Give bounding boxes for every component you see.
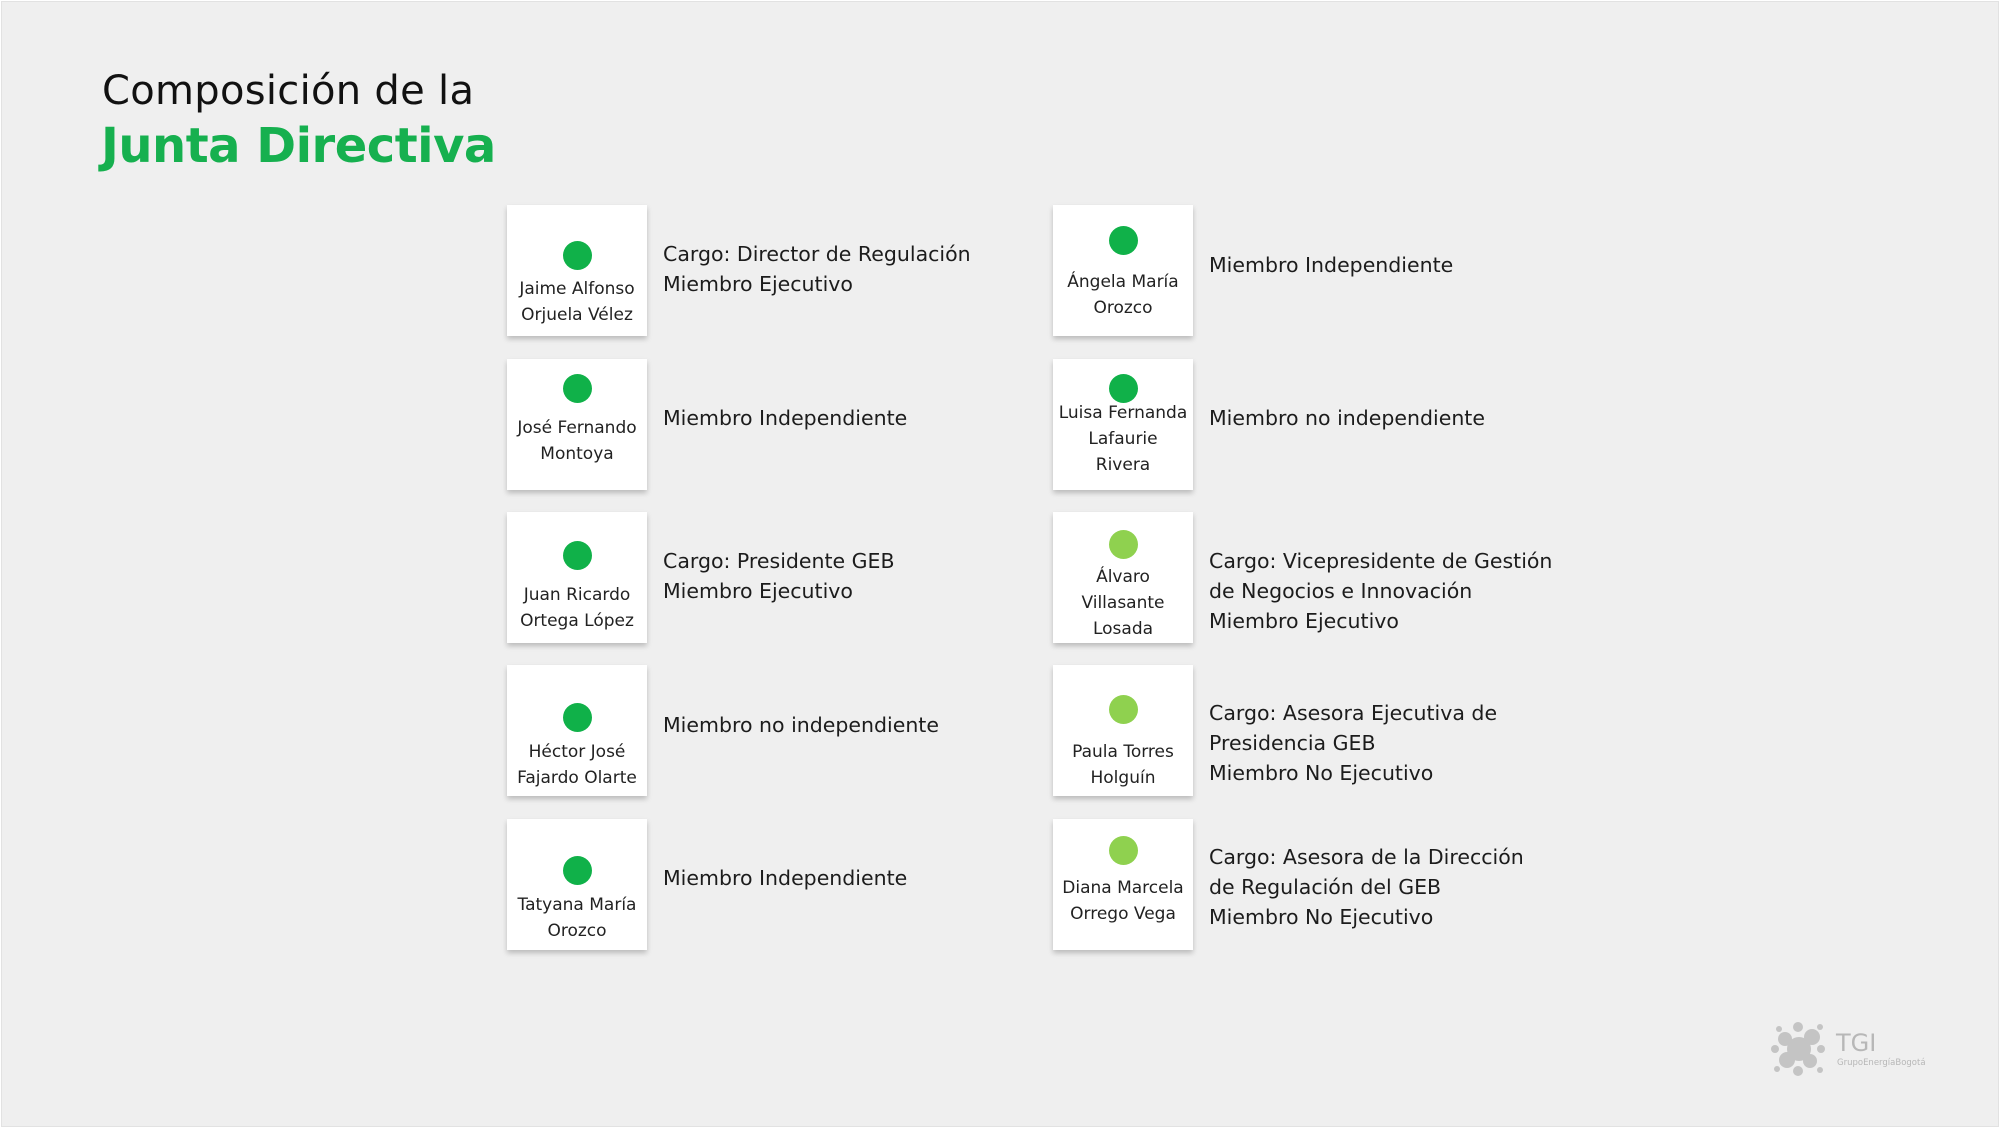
member-description-line: Miembro Independiente <box>1209 253 1454 277</box>
member-name-line: Rivera <box>1095 455 1151 475</box>
member-name-line: Jaime Alfonso <box>519 279 635 299</box>
status-dot <box>563 541 592 570</box>
status-dot <box>1109 836 1138 865</box>
member-name-line: Ángela María <box>1067 272 1179 292</box>
member-description-line: Cargo: Presidente GEB <box>663 549 895 573</box>
member-name-line: Orozco <box>1093 298 1153 318</box>
member-description-line: Miembro Independiente <box>663 406 908 430</box>
member-card <box>1053 205 1193 336</box>
status-dot <box>563 374 592 403</box>
member-name-line: Ortega López <box>520 611 634 631</box>
member-name <box>1053 564 1193 642</box>
member-name-line: Tatyana María <box>517 895 637 915</box>
member-description-line: Cargo: Asesora de la Dirección <box>1209 845 1524 869</box>
member-description <box>1209 250 1453 280</box>
member-description-line: Miembro Ejecutivo <box>663 272 853 296</box>
member-name-line: Orozco <box>547 921 607 941</box>
status-dot <box>563 703 592 732</box>
member-description-line: Miembro Ejecutivo <box>1209 609 1399 633</box>
member-card <box>507 512 647 643</box>
member-description-line: Miembro No Ejecutivo <box>1209 905 1434 929</box>
member-name-line: Luisa Fernanda <box>1058 403 1188 423</box>
member-card <box>1053 819 1193 950</box>
member-description-line: Miembro no independiente <box>1209 406 1485 430</box>
member-name-line: Losada <box>1092 619 1154 639</box>
member-name <box>507 276 647 328</box>
member-description <box>663 403 907 433</box>
member-card <box>507 359 647 490</box>
member-name-line: Héctor José <box>528 742 626 762</box>
member-name-line: Holguín <box>1090 768 1156 788</box>
member-name-line: Álvaro <box>1096 567 1150 587</box>
status-dot <box>1109 695 1138 724</box>
member-name <box>1053 269 1193 321</box>
member-description <box>1209 698 1497 788</box>
member-name-line: Juan Ricardo <box>523 585 631 605</box>
member-description-line: Cargo: Director de Regulación <box>663 242 971 266</box>
member-description <box>663 239 971 299</box>
member-name <box>507 582 647 634</box>
status-dot <box>1109 226 1138 255</box>
member-description <box>663 546 895 606</box>
member-name <box>507 415 647 467</box>
title-line-2: Junta Directiva <box>101 118 496 174</box>
member-name-line: Diana Marcela <box>1062 878 1184 898</box>
member-name <box>507 739 647 791</box>
member-card <box>507 819 647 950</box>
member-name-line: Orjuela Vélez <box>521 305 633 325</box>
member-name <box>1053 875 1193 927</box>
member-description-line: de Negocios e Innovación <box>1209 579 1473 603</box>
member-name <box>1053 400 1193 478</box>
member-description <box>1209 842 1524 932</box>
member-name-line: Paula Torres <box>1072 742 1174 762</box>
status-dot <box>563 241 592 270</box>
member-description <box>663 710 939 740</box>
member-name-line: Lafaurie <box>1088 429 1158 449</box>
member-description-line: Cargo: Vicepresidente de Gestión <box>1209 549 1553 573</box>
molecule-logo-icon <box>1765 1015 1833 1083</box>
member-description-line: Presidencia GEB <box>1209 731 1376 755</box>
member-description-line: de Regulación del GEB <box>1209 875 1442 899</box>
member-name-line: Montoya <box>540 444 614 464</box>
member-description-line: Miembro No Ejecutivo <box>1209 761 1434 785</box>
member-description-line: Miembro Ejecutivo <box>663 579 853 603</box>
member-name-line: Fajardo Olarte <box>517 768 637 788</box>
status-dot <box>1109 530 1138 559</box>
status-dot <box>563 856 592 885</box>
member-description <box>1209 546 1552 636</box>
member-card <box>507 205 647 336</box>
member-description <box>663 863 907 893</box>
member-name-line: Orrego Vega <box>1070 904 1176 924</box>
member-card <box>1053 512 1193 643</box>
member-description <box>1209 403 1485 433</box>
logo-subtitle: GrupoEnergíaBogotá <box>1837 1058 1926 1068</box>
title-line-1: Composición de la <box>102 68 475 114</box>
member-card <box>1053 359 1193 490</box>
member-name <box>507 892 647 944</box>
member-card <box>1053 665 1193 796</box>
member-card <box>507 665 647 796</box>
tgi-logo <box>1765 1015 1935 1085</box>
status-dot <box>1109 374 1138 403</box>
slide <box>1 1 1999 1127</box>
member-name-line: Villasante <box>1081 593 1165 613</box>
member-name <box>1053 739 1193 791</box>
logo-brand: TGI <box>1836 1029 1877 1057</box>
member-description-line: Miembro Independiente <box>663 866 908 890</box>
member-name-line: José Fernando <box>517 418 637 438</box>
member-description-line: Cargo: Asesora Ejecutiva de <box>1209 701 1498 725</box>
member-description-line: Miembro no independiente <box>663 713 939 737</box>
